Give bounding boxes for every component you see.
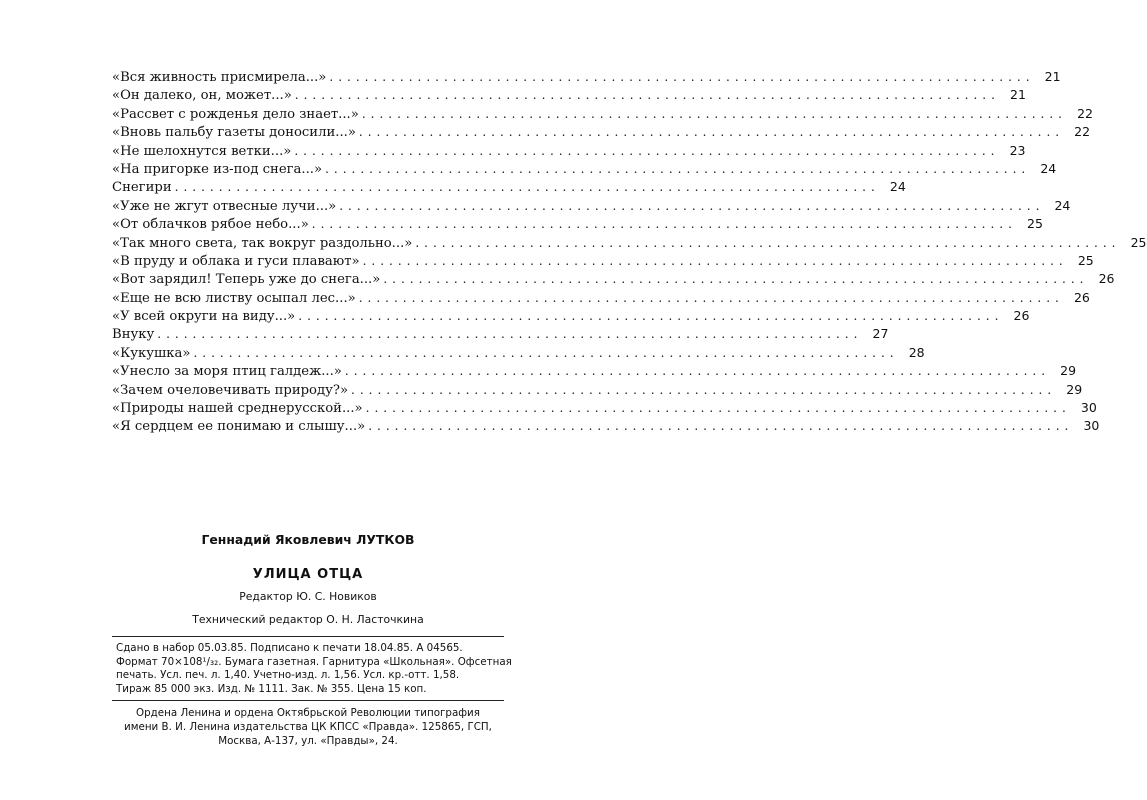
toc-entry [112,86,1026,104]
toc-entry [112,160,1057,178]
dot-leader: ................................................................................ [298,309,1004,324]
toc-entry-title: «Так много света, так вокруг раздольно...» [112,235,413,251]
dot-leader: ................................................................................ [157,327,863,342]
toc-entry-title: «Кукушка» [112,345,191,361]
toc-entry-page: 22 [1077,105,1093,121]
publication-details [112,637,512,700]
publication-line: Сдано в набор 05.03.85. Подписано к печати 18.04.85. А 04565. [116,642,463,654]
printer-line: Москва, А-137, ул. «Правды», 24. [218,735,398,748]
toc-entry-page: 28 [908,344,925,360]
dot-leader: ................................................................................ [365,401,1071,416]
toc-entry [112,307,1030,325]
printer-line: имени В. И. Ленина издательства ЦК КПСС «Правда». 125865, ГСП, [124,721,492,734]
toc-entry-page: 25 [1130,234,1147,250]
toc-entry-title: «Вся живность присмирела...» [112,70,327,85]
toc-entry [112,123,1091,141]
toc-entry-title: «В пруду и облака и гуси плавают» [112,253,360,269]
toc-entry-title: «Не шелохнутся ветки...» [112,143,292,159]
toc-entry [112,215,1043,233]
toc-entry [112,325,889,343]
toc-entry-title: «Вот зарядил! Теперь уже до снега...» [112,272,381,288]
toc-entry [112,105,1093,123]
dot-leader: ................................................................................ [344,364,1051,379]
dot-leader: ................................................................................ [294,88,1000,103]
dot-leader: ................................................................................ [361,106,1067,121]
toc-entry-title: «У всей округи на виду...» [112,309,296,325]
toc-entry [112,344,925,362]
toc-entry-page: 30 [1083,418,1100,434]
printer-details [112,701,504,748]
toc-entry-title: «Рассвет с рожденья дело знает...» [112,106,359,122]
toc-entry-title: «На пригорке из-под снега...» [112,161,323,177]
toc-entry [112,142,1026,160]
table-of-contents [112,68,1147,436]
toc-entry-title: «От облачков рябое небо...» [112,217,309,233]
toc-entry [112,234,1147,252]
toc-entry [112,417,1100,435]
dot-leader: ................................................................................ [358,290,1064,305]
toc-entry-title: «Природы нашей среднерусской...» [112,401,363,417]
toc-entry-page: 26 [1098,271,1115,287]
toc-entry-page: 27 [872,326,889,342]
dot-leader: ................................................................................ [325,161,1031,176]
toc-entry-page: 23 [1009,142,1026,158]
toc-entry-title: Снегири [112,180,172,196]
toc-entry-title: «Он далеко, он, может...» [112,88,292,104]
toc-entry [112,178,906,196]
printer-line: Ордена Ленина и ордена Октябрьской Революции типография [136,707,480,720]
toc-entry-title: «Я сердцем ее понимаю и слышу...» [112,419,366,435]
toc-entry-page: 29 [1060,363,1077,379]
dot-leader: ................................................................................ [339,198,1045,213]
toc-entry-page: 29 [1066,381,1083,397]
technical-editor-credit: Технический редактор О. Н. Ласточкина [192,613,424,626]
toc-entry-page: 24 [889,179,906,195]
publication-line: Тираж 85 000 экз. Изд. № 1111. Зак. № 355. Цена 15 коп. [116,682,427,695]
toc-entry-title: «Еще не всю листву осыпал лес...» [112,290,356,306]
toc-entry-page: 26 [1073,289,1090,305]
dot-leader: ................................................................................ [358,125,1065,140]
dot-leader: ................................................................................ [351,382,1057,397]
toc-entry-page: 25 [1027,216,1043,232]
toc-entry [112,289,1090,307]
toc-entry-page: 24 [1054,197,1071,213]
toc-entry [112,270,1115,288]
toc-entry-title: «Уже не жгут отвесные лучи...» [112,198,337,214]
toc-entry-title: «Зачем очеловечивать природу?» [112,382,349,398]
toc-entry [112,381,1083,399]
editor-credit: Редактор Ю. С. Новиков [239,590,377,603]
dot-leader: ................................................................................ [329,70,1035,84]
toc-entry-page: 22 [1074,124,1091,140]
toc-entry-page: 24 [1040,160,1057,176]
toc-entry-page: 21 [1044,69,1061,84]
dot-leader: ................................................................................ [294,143,1000,158]
dot-leader: ................................................................................ [174,180,880,195]
toc-entry [112,399,1097,417]
toc-entry-page: 21 [1010,87,1026,103]
toc-entry-title: «Вновь пальбу газеты доносили...» [112,125,356,141]
toc-entry-title: «Унесло за моря птиц галдеж...» [112,364,342,380]
toc-entry [112,252,1094,270]
publication-line: печать. Усл. печ. л. 1,40. Учетно-изд. л. 1,56. Усл. кр.-отт. 1,58. [116,669,460,682]
toc-entry-page: 30 [1080,400,1097,416]
dot-leader: ................................................................................ [193,345,899,360]
toc-entry [112,68,1061,86]
publication-line: Формат 70×108¹/₃₂. Бумага газетная. Гарнитура «Школьная». Офсетная [116,655,512,668]
toc-entry-title: Внуку [112,327,155,343]
dot-leader: ................................................................................ [368,419,1074,434]
dot-leader: ................................................................................ [415,235,1121,250]
dot-leader: ................................................................................ [383,272,1089,287]
toc-entry-page: 25 [1077,252,1094,268]
toc-entry [112,362,1077,380]
book-title: УЛИЦА ОТЦА [252,567,364,582]
dot-leader: ................................................................................ [311,217,1017,232]
author-name: Геннадий Яковлевич ЛУТКОВ [201,532,415,547]
toc-entry-page: 26 [1013,308,1030,324]
toc-entry [112,197,1071,215]
imprint-section [112,532,512,748]
dot-leader: ................................................................................ [362,253,1068,268]
